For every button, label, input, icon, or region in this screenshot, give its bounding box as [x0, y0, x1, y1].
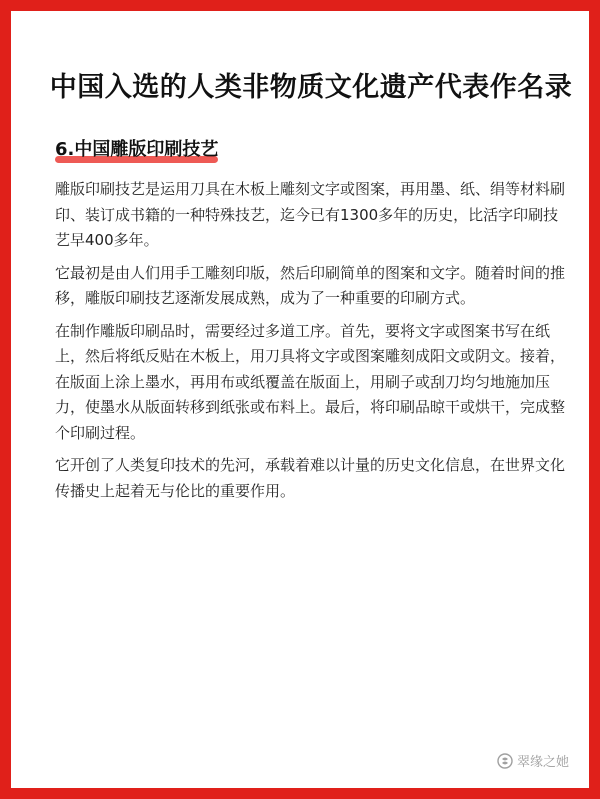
paragraph-3: 在制作雕版印刷品时，需要经过多道工序。首先，要将文字或图案书写在纸上，然后将纸反贴在木板上，用刀具将文字或图案雕刻成阳文或阴文。接着，在版面上涂上墨水，再用布或纸覆盖在版面上，用刷子或刮刀均匀地施加压力，使墨水从版面转移到纸张或布料上。最后，将印刷品晾干或烘干，完成整个印刷过程。 [55, 321, 566, 442]
watermark-text: 翠缘之她 [516, 755, 569, 770]
page-title: 中国入选的人类非物质文化遗产代表作名录 [49, 72, 573, 103]
paragraph-1: 雕版印刷技艺是运用刀具在木板上雕刻文字或图案，再用墨、纸、绢等材料刷印、装订成书籍的一种特殊技艺，迄今已有1300多年的历史，比活字印刷技艺早400多年。 [55, 180, 566, 249]
section-heading [55, 135, 218, 161]
watermark [497, 751, 569, 770]
section-heading-text: 6.中国雕版印刷技艺 [55, 139, 219, 160]
paragraph-4: 它开创了人类复印技术的先河，承载着难以计量的历史文化信息，在世界文化传播史上起着无与伦比的重要作用。 [55, 456, 566, 500]
article-body [55, 177, 571, 511]
brand-logo-icon [497, 753, 513, 769]
paragraph-2: 它最初是由人们用手工雕刻印版，然后印刷简单的图案和文字。随着时间的推移，雕版印刷技艺逐渐发展成熟，成为了一种重要的印刷方式。 [55, 263, 566, 307]
